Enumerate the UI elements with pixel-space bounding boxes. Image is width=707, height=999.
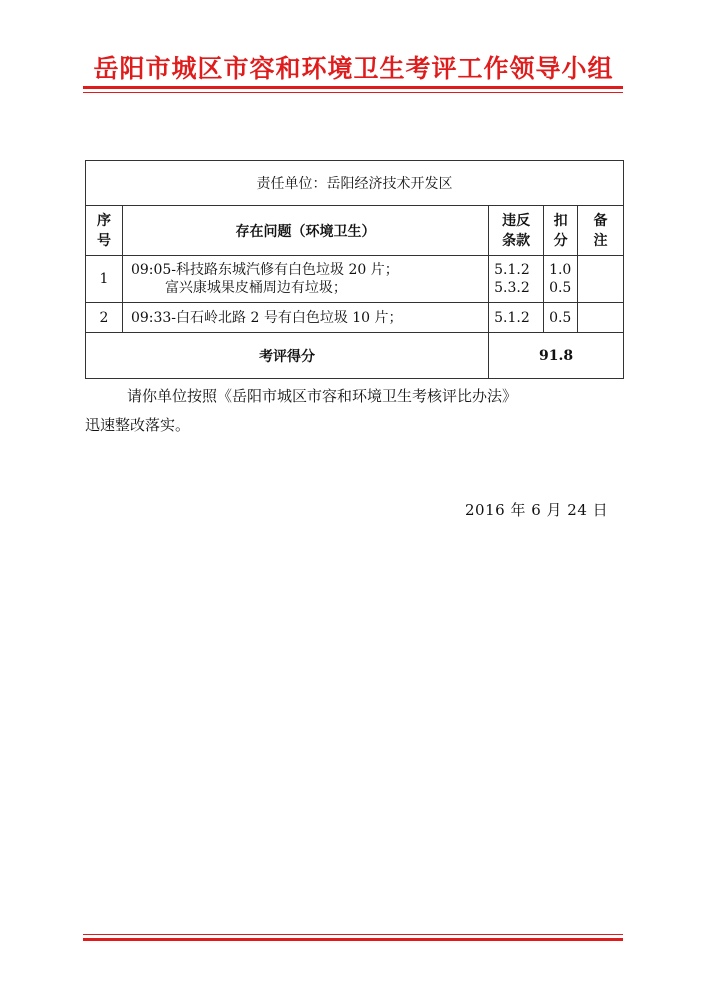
col-header-clause-2: 条款	[502, 232, 531, 249]
header-rule-thin	[83, 92, 623, 93]
row-clause-1: 5.1.2	[494, 309, 530, 326]
col-header-no-2: 号	[96, 232, 111, 249]
col-header-issue: 存在问题（环境卫生）	[122, 206, 488, 256]
col-header-deduct	[544, 206, 578, 256]
row-issue	[122, 256, 488, 303]
row-clause-2: 5.3.2	[494, 280, 530, 296]
page-title: 岳阳市城区市容和环境卫生考评工作领导小组	[93, 54, 614, 83]
row-issue-line-2: 富兴康城果皮桶周边有垃圾；	[164, 280, 347, 296]
header-rule-thick	[83, 86, 623, 89]
footer-rule-thick	[83, 938, 623, 941]
col-header-no	[86, 206, 123, 256]
unit-row	[86, 161, 624, 206]
col-header-deduct-2: 分	[553, 232, 568, 249]
col-header-clause-1: 违反	[502, 212, 531, 229]
col-header-clause	[489, 206, 544, 256]
col-header-no-1: 序	[96, 212, 111, 229]
notice-line-1: 请你单位按照《岳阳市城区市容和环境卫生考核评比办法》	[127, 387, 518, 405]
responsible-unit: 责任单位：岳阳经济技术开发区	[86, 161, 624, 206]
row-no: 2	[86, 303, 123, 333]
score-label: 考评得分	[86, 333, 489, 379]
col-header-note-2: 注	[593, 232, 608, 249]
table-row	[86, 303, 624, 333]
row-deduct-1: 1.0	[549, 262, 572, 278]
row-deduct-1: 0.5	[549, 309, 572, 326]
footer-rule-thin	[83, 934, 623, 935]
score-row	[86, 333, 624, 379]
row-clause	[489, 303, 544, 333]
score-value: 91.8	[489, 333, 624, 379]
row-deduct	[544, 303, 578, 333]
notice-line-2: 迅速整改落实。	[85, 416, 191, 434]
row-note	[578, 256, 624, 303]
row-deduct-2: 0.5	[549, 280, 572, 296]
row-note	[578, 303, 624, 333]
row-clause-1: 5.1.2	[494, 262, 530, 278]
col-header-note	[578, 206, 624, 256]
table-row	[86, 256, 624, 303]
notice-paragraph	[85, 382, 625, 440]
row-issue-line-1: 09:05-科技路东城汽修有白色垃圾 20 片；	[130, 262, 399, 278]
inspection-table	[85, 160, 624, 379]
row-issue	[122, 303, 488, 333]
row-deduct	[544, 256, 578, 303]
row-issue-line-1: 09:33-白石岭北路 2 号有白色垃圾 10 片；	[130, 309, 403, 326]
col-header-deduct-1: 扣	[553, 212, 568, 229]
row-clause	[489, 256, 544, 303]
table-header-row	[86, 206, 624, 256]
row-no: 1	[86, 256, 123, 303]
col-header-note-1: 备	[593, 212, 608, 229]
issue-date: 2016 年 6 月 24 日	[465, 501, 609, 519]
